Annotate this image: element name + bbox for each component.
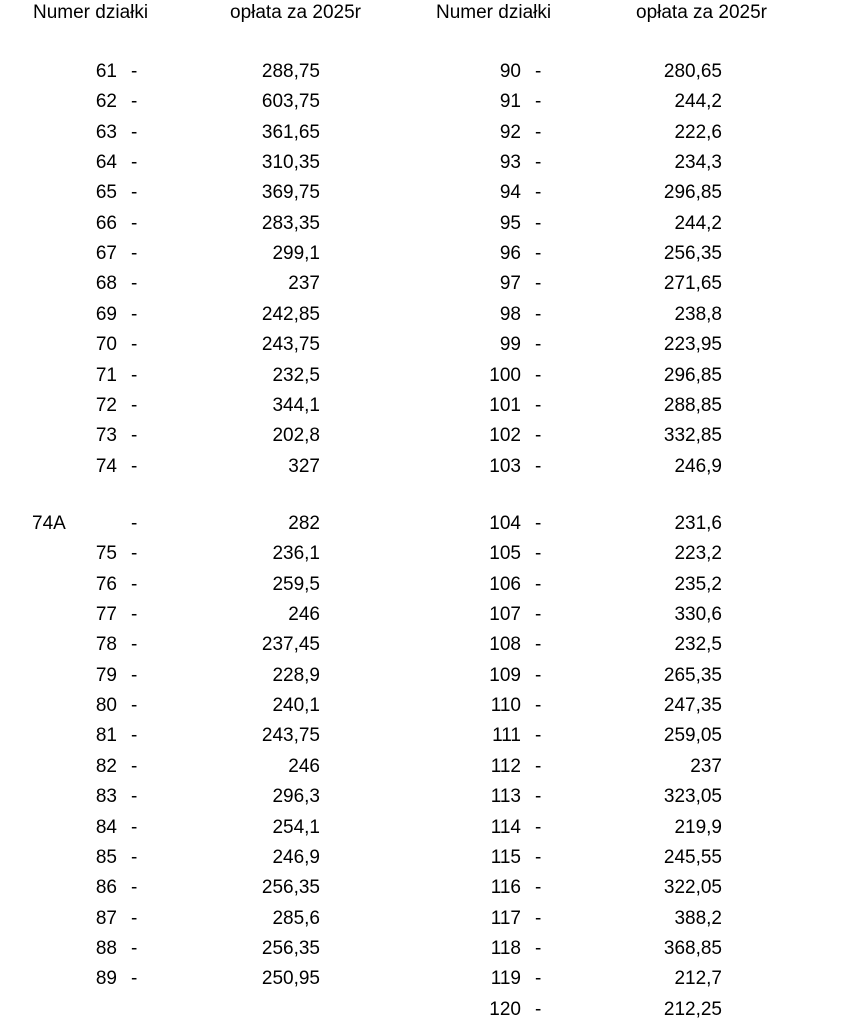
plot-number: 77 — [95, 604, 117, 626]
plot-number: 65 — [95, 182, 117, 204]
right-number-header: Numer działki — [436, 2, 552, 23]
separator-dash: - — [131, 604, 138, 626]
fee-value: 310,35 — [261, 152, 320, 174]
separator-dash: - — [535, 846, 542, 868]
separator-dash: - — [131, 664, 138, 686]
fee-value: 388,2 — [674, 907, 722, 929]
separator-dash: - — [535, 91, 542, 113]
plot-number: 108 — [489, 634, 521, 656]
left-fee-header: opłata za 2025r — [230, 2, 361, 23]
separator-dash: - — [535, 725, 542, 747]
plot-number: 73 — [95, 425, 117, 447]
plot-number: 103 — [489, 455, 521, 477]
separator-dash: - — [535, 664, 542, 686]
plot-number: 119 — [490, 968, 521, 990]
fee-value: 237 — [690, 755, 722, 777]
plot-number: 78 — [95, 634, 117, 656]
plot-number: 113 — [490, 786, 521, 808]
fee-value: 322,05 — [663, 877, 722, 899]
plot-number: 82 — [95, 755, 117, 777]
plot-number: 84 — [95, 816, 117, 838]
plot-number: 80 — [95, 695, 117, 717]
fee-value: 232,5 — [272, 364, 320, 386]
separator-dash: - — [535, 61, 542, 82]
separator-dash: - — [535, 455, 542, 477]
fee-value: 368,85 — [663, 937, 722, 959]
plot-number: 95 — [499, 212, 521, 234]
plot-number: 102 — [489, 425, 521, 447]
plot-number: 114 — [490, 816, 521, 838]
separator-dash: - — [535, 998, 542, 1020]
plot-number: 96 — [499, 243, 521, 265]
separator-dash: - — [131, 725, 138, 747]
plot-number: 115 — [490, 846, 521, 868]
fee-value: 247,35 — [663, 695, 722, 717]
separator-dash: - — [131, 907, 138, 929]
separator-dash: - — [131, 303, 138, 325]
plot-number: 104 — [489, 513, 521, 534]
fee-value: 243,75 — [261, 334, 320, 356]
fee-value: 282 — [288, 513, 320, 534]
separator-dash: - — [535, 937, 542, 959]
separator-dash: - — [535, 755, 542, 777]
fee-value: 246,9 — [272, 846, 320, 868]
plot-number: 68 — [95, 273, 117, 295]
fee-value: 238,8 — [674, 303, 722, 325]
fee-value: 212,25 — [663, 998, 722, 1020]
separator-dash: - — [535, 573, 542, 595]
fee-value: 296,85 — [663, 182, 722, 204]
fee-value: 256,35 — [663, 243, 722, 265]
plot-number: 120 — [489, 998, 521, 1020]
separator-dash: - — [131, 394, 138, 416]
fee-value: 219,9 — [674, 816, 722, 838]
fee-value: 236,1 — [272, 543, 320, 565]
fee-value: 235,2 — [674, 573, 722, 595]
separator-dash: - — [131, 182, 138, 204]
separator-dash: - — [535, 121, 542, 143]
separator-dash: - — [535, 152, 542, 174]
fee-value: 237 — [288, 273, 320, 295]
plot-number: 97 — [499, 273, 521, 295]
plot-number: 92 — [499, 121, 521, 143]
fee-value: 603,75 — [261, 91, 320, 113]
separator-dash: - — [131, 695, 138, 717]
separator-dash: - — [131, 455, 138, 477]
fee-value: 283,35 — [261, 212, 320, 234]
fee-value: 245,55 — [663, 846, 722, 868]
fee-value: 369,75 — [261, 182, 320, 204]
fee-value: 280,65 — [663, 61, 722, 82]
separator-dash: - — [131, 121, 138, 143]
fee-value: 234,3 — [674, 152, 722, 174]
fee-value: 323,05 — [663, 786, 722, 808]
plot-number: 64 — [95, 152, 117, 174]
separator-dash: - — [131, 212, 138, 234]
fee-value: 285,6 — [272, 907, 320, 929]
plot-number: 109 — [489, 664, 521, 686]
separator-dash: - — [535, 786, 542, 808]
separator-dash: - — [131, 755, 138, 777]
fee-value: 256,35 — [261, 937, 320, 959]
separator-dash: - — [535, 604, 542, 626]
plot-number: 100 — [489, 364, 521, 386]
fee-value: 271,65 — [663, 273, 722, 295]
fee-value: 254,1 — [272, 816, 320, 838]
separator-dash: - — [131, 543, 138, 565]
plot-number: 99 — [499, 334, 521, 356]
separator-dash: - — [535, 816, 542, 838]
separator-dash: - — [131, 273, 138, 295]
separator-dash: - — [535, 968, 542, 990]
plot-number: 118 — [490, 937, 521, 959]
separator-dash: - — [535, 907, 542, 929]
plot-number: 105 — [489, 543, 521, 565]
separator-dash: - — [131, 786, 138, 808]
plot-number: 70 — [95, 334, 117, 356]
fee-value: 242,85 — [261, 303, 320, 325]
fee-value: 244,2 — [674, 212, 722, 234]
fee-value: 222,6 — [674, 121, 722, 143]
fee-value: 259,5 — [272, 573, 320, 595]
plot-number: 71 — [95, 364, 117, 386]
plot-number: 66 — [95, 212, 117, 234]
separator-dash: - — [535, 543, 542, 565]
separator-dash: - — [535, 364, 542, 386]
fee-value: 250,95 — [261, 968, 320, 990]
separator-dash: - — [535, 513, 542, 534]
plot-number: 74A — [32, 513, 66, 534]
plot-number: 98 — [499, 303, 521, 325]
separator-dash: - — [535, 303, 542, 325]
fee-value: 265,35 — [663, 664, 722, 686]
fee-value: 327 — [288, 455, 320, 477]
fee-value: 330,6 — [674, 604, 722, 626]
fee-value: 296,3 — [272, 786, 320, 808]
fee-value: 202,8 — [272, 425, 320, 447]
separator-dash: - — [131, 513, 138, 534]
separator-dash: - — [131, 61, 138, 82]
plot-number: 93 — [499, 152, 521, 174]
plot-number: 112 — [490, 755, 521, 777]
fee-value: 246 — [288, 755, 320, 777]
fee-value: 212,7 — [674, 968, 722, 990]
fee-value: 246,9 — [674, 455, 722, 477]
plot-number: 62 — [95, 91, 117, 113]
plot-number: 79 — [95, 664, 117, 686]
fee-value: 259,05 — [663, 725, 722, 747]
plot-number: 94 — [499, 182, 521, 204]
fee-value: 361,65 — [261, 121, 320, 143]
plot-number: 106 — [489, 573, 521, 595]
plot-number: 111 — [492, 725, 521, 747]
plot-number: 69 — [95, 303, 117, 325]
fee-value: 296,85 — [663, 364, 722, 386]
plot-number: 74 — [95, 455, 117, 477]
separator-dash: - — [535, 394, 542, 416]
plot-number: 87 — [95, 907, 117, 929]
fee-value: 228,9 — [272, 664, 320, 686]
separator-dash: - — [535, 182, 542, 204]
plot-number: 91 — [499, 91, 521, 113]
fee-value: 240,1 — [272, 695, 320, 717]
separator-dash: - — [131, 364, 138, 386]
fee-value: 246 — [288, 604, 320, 626]
plot-number: 90 — [499, 61, 521, 82]
plot-number: 67 — [95, 243, 117, 265]
separator-dash: - — [535, 212, 542, 234]
separator-dash: - — [535, 634, 542, 656]
fee-value: 288,85 — [663, 394, 722, 416]
fee-value: 237,45 — [261, 634, 320, 656]
plot-number: 63 — [95, 121, 117, 143]
separator-dash: - — [131, 425, 138, 447]
plot-number: 117 — [490, 907, 521, 929]
plot-number: 81 — [95, 725, 117, 747]
fee-value: 243,75 — [261, 725, 320, 747]
separator-dash: - — [131, 816, 138, 838]
fee-value: 256,35 — [261, 877, 320, 899]
fee-value: 223,95 — [663, 334, 722, 356]
plot-number: 110 — [490, 695, 521, 717]
separator-dash: - — [131, 334, 138, 356]
separator-dash: - — [131, 937, 138, 959]
fee-value: 232,5 — [674, 634, 722, 656]
plot-number: 85 — [95, 846, 117, 868]
fee-value: 223,2 — [674, 543, 722, 565]
separator-dash: - — [535, 695, 542, 717]
plot-number: 61 — [95, 61, 117, 82]
plot-number: 72 — [95, 394, 117, 416]
plot-number: 75 — [95, 543, 117, 565]
fee-value: 344,1 — [272, 394, 320, 416]
separator-dash: - — [131, 91, 138, 113]
plot-number: 101 — [489, 394, 521, 416]
separator-dash: - — [535, 273, 542, 295]
separator-dash: - — [535, 877, 542, 899]
fee-value: 288,75 — [261, 61, 320, 82]
fee-value: 299,1 — [272, 243, 320, 265]
separator-dash: - — [131, 846, 138, 868]
right-fee-header: opłata za 2025r — [636, 2, 767, 23]
plot-number: 83 — [95, 786, 117, 808]
separator-dash: - — [131, 634, 138, 656]
plot-number: 88 — [95, 937, 117, 959]
separator-dash: - — [535, 425, 542, 447]
fee-value: 231,6 — [674, 513, 722, 534]
plot-number: 116 — [490, 877, 521, 899]
separator-dash: - — [131, 877, 138, 899]
plot-number: 89 — [95, 968, 117, 990]
plot-number: 86 — [95, 877, 117, 899]
separator-dash: - — [535, 334, 542, 356]
fee-value: 332,85 — [663, 425, 722, 447]
separator-dash: - — [535, 243, 542, 265]
plot-number: 107 — [489, 604, 521, 626]
left-number-header: Numer działki — [33, 2, 149, 23]
separator-dash: - — [131, 152, 138, 174]
separator-dash: - — [131, 243, 138, 265]
separator-dash: - — [131, 968, 138, 990]
fee-value: 244,2 — [674, 91, 722, 113]
separator-dash: - — [131, 573, 138, 595]
plot-number: 76 — [95, 573, 117, 595]
